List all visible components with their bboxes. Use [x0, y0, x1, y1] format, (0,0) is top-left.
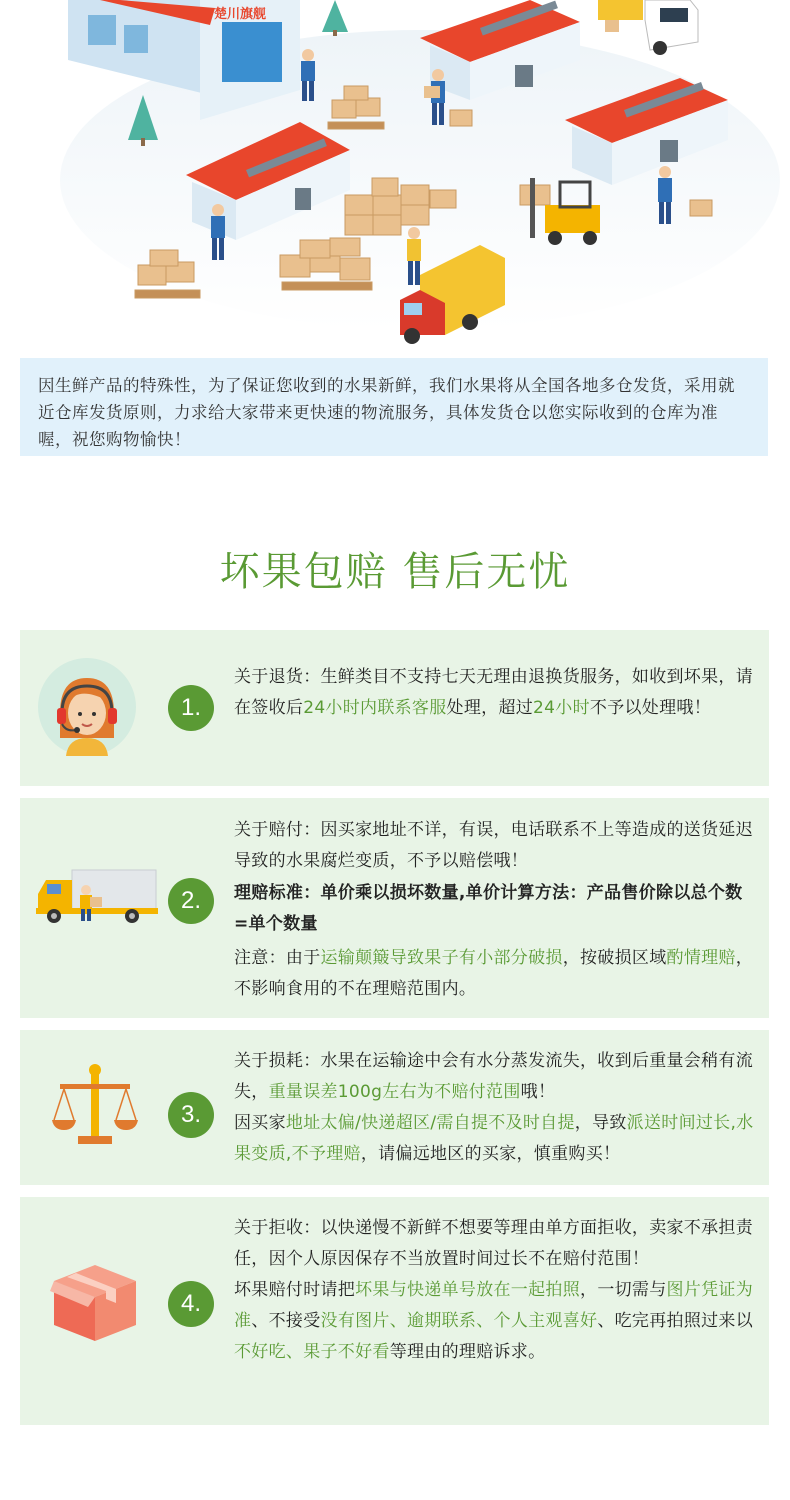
- highlight-text: 重量误差100g左右为不赔付范围: [268, 1082, 521, 1102]
- shipping-notice-text: 因生鲜产品的特殊性，为了保证您收到的水果新鲜，我们水果将从全国各地多仓发货，采用就近仓库发货原则，力求给大家带来更快速的物流服务，具体发货仓以您实际收到的仓库为准喔，祝您购物愉快！: [38, 376, 735, 449]
- text-span: 注意：由于: [234, 948, 321, 968]
- text-span: 坏果赔付时请把: [234, 1280, 356, 1300]
- policy-card-refusal: [20, 1197, 769, 1425]
- step-number-1: 1.: [168, 685, 214, 731]
- section-title: 坏果包赔 售后无忧: [219, 549, 571, 595]
- text-span: ，一切需与: [580, 1280, 667, 1300]
- compensation-policy-text: [234, 815, 756, 1005]
- loss-paragraph: [234, 1046, 756, 1108]
- text-span: 哦！: [520, 1082, 556, 1102]
- highlight-text: 图片凭证为准: [234, 1280, 754, 1331]
- highlight-text: 坏果与快递单号放在一起拍照: [355, 1280, 581, 1300]
- highlight-text: 24小时: [533, 698, 590, 718]
- delivery-truck-icon: [32, 864, 160, 932]
- step-number-4: 4.: [168, 1281, 214, 1327]
- policy-card-compensation: [20, 798, 769, 1018]
- highlight-text: 运输颠簸导致果子有小部分破损: [320, 948, 563, 968]
- highlight-text: 酌情理赔: [666, 948, 736, 968]
- text-span: ，按破损区域: [562, 948, 667, 968]
- text-span: ，不影响食用的不在理赔范围内。: [234, 948, 754, 999]
- returns-paragraph: [234, 662, 756, 724]
- compensation-standard: 理赔标准：单价乘以损坏数量,单价计算方法：产品售价除以总个数=单个数量: [234, 883, 743, 934]
- highlight-text: 派送时间过长,水果变质,不予理赔: [234, 1113, 754, 1164]
- refusal-policy-text: [234, 1213, 756, 1368]
- text-span: ，导致: [574, 1113, 627, 1133]
- hero-svg: [0, 0, 790, 350]
- highlight-text: 不好吃、果子不好看: [234, 1342, 390, 1362]
- text-span: 等理由的理赔诉求。: [389, 1342, 546, 1362]
- scale-icon: [50, 1060, 140, 1156]
- remote-area-paragraph: [234, 1108, 756, 1170]
- step-number-3: 3.: [168, 1092, 214, 1138]
- text-span: 处理，超过: [446, 698, 534, 718]
- claim-photo-paragraph: [234, 1275, 756, 1368]
- text-span: 、不接受: [251, 1311, 321, 1331]
- compensation-note: [234, 943, 756, 1005]
- text-span: 关于损耗：水果在运输途中会有水分蒸发流失，收到后重量会稍有流失，: [234, 1051, 753, 1102]
- shipping-notice: [20, 358, 768, 456]
- text-span: 不予以处理哦！: [589, 698, 711, 718]
- text-span: 因买家: [234, 1113, 286, 1133]
- step-number-2: 2.: [168, 878, 214, 924]
- text-span: 、吃完再拍照过来以: [597, 1311, 754, 1331]
- highlight-text: 地址太偏/快递超区/需自提不及时自提: [285, 1113, 575, 1133]
- package-box-icon: [50, 1255, 140, 1349]
- warehouse-logistics-illustration: [0, 0, 790, 350]
- text-span: 关于退货：生鲜类目不支持七天无理由退换货服务，如收到坏果，请在签收后: [234, 667, 753, 718]
- highlight-text: 没有图片、逾期联系、个人主观喜好: [320, 1311, 598, 1331]
- compensation-paragraph: 关于赔付：因买家地址不详，有误，电话联系不上等造成的送货延迟导致的水果腐烂变质，不予以赔偿哦！: [234, 820, 753, 871]
- text-span: ，请偏远地区的买家，慎重购买！: [360, 1144, 621, 1164]
- highlight-text: 24小时内联系客服: [303, 698, 447, 718]
- refusal-paragraph: 关于拒收：以快递慢不新鲜不想要等理由单方面拒收，卖家不承担责任，因个人原因保存不当放置时间过长不在赔付范围！: [234, 1218, 753, 1269]
- customer-service-icon: [38, 658, 136, 760]
- policy-card-loss: [20, 1030, 769, 1185]
- returns-policy-text: [234, 662, 756, 724]
- warehouse-sign: 楚川旗舰: [214, 7, 267, 22]
- policy-card-returns: [20, 630, 769, 786]
- loss-policy-text: [234, 1046, 756, 1170]
